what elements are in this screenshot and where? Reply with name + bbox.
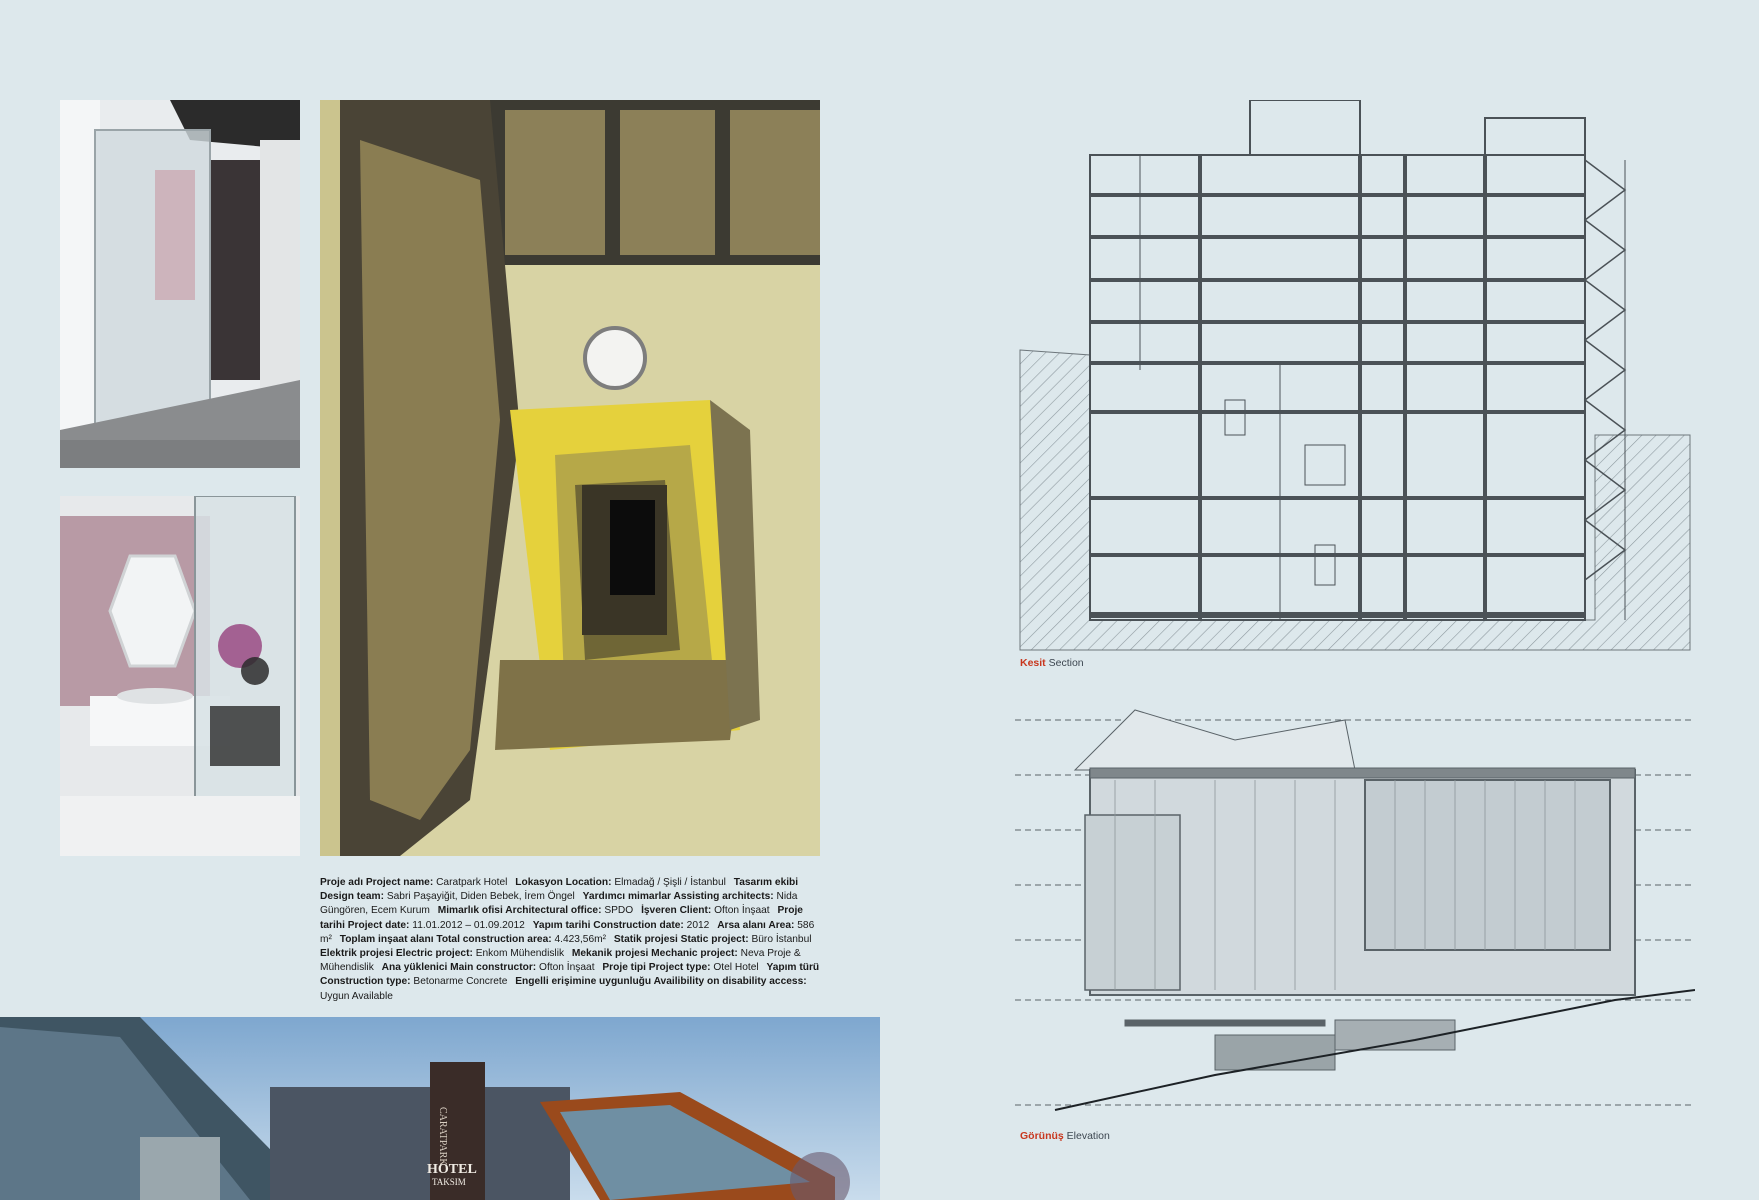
- credit-key: Tasarım ekibi Design team:: [320, 877, 799, 903]
- credit-entry: [340, 934, 606, 945]
- credit-value: 4.423,56m²: [554, 933, 607, 945]
- section-drawing: [1015, 100, 1695, 660]
- credit-key: Proje tipi Project type:: [602, 962, 711, 974]
- credit-key: Arsa alanı Area:: [717, 919, 795, 931]
- credit-value: Caratpark Hotel: [436, 877, 508, 888]
- facade-sign-hotel: HOTEL: [427, 1162, 477, 1177]
- credit-value: Ofton İnşaat: [539, 962, 595, 974]
- photo-bathroom-shower: [60, 100, 300, 468]
- credit-value: 11.01.2012 – 01.09.2012: [412, 919, 525, 931]
- credit-entry: [614, 934, 812, 945]
- photo-staircase: [320, 100, 820, 856]
- credit-entry: [515, 877, 726, 888]
- credit-value: Betonarme Concrete: [413, 976, 508, 988]
- credit-entry: [382, 962, 595, 973]
- credit-key: Mekanik projesi Mechanic project:: [571, 948, 738, 960]
- credit-key: Proje tarihi Project date:: [320, 905, 803, 931]
- credit-entry: [320, 948, 564, 959]
- facade-sign-district: TAKSIM: [432, 1177, 466, 1187]
- elevation-caption-bold: Görünüş: [1020, 1130, 1064, 1142]
- credit-entry: [602, 962, 758, 973]
- photo-hotel-facade: [0, 1017, 880, 1200]
- credit-key: Proje adı Project name:: [320, 877, 434, 888]
- elevation-drawing: [1015, 700, 1695, 1120]
- credit-entry: [641, 905, 770, 916]
- section-caption-bold: Kesit: [1020, 657, 1046, 669]
- credit-key: Mimarlık ofisi Architectural office:: [437, 905, 602, 917]
- photo-bathroom-vanity: [60, 496, 300, 856]
- credit-value: Ofton İnşaat: [714, 905, 770, 917]
- credit-entry: [320, 877, 507, 888]
- credit-value: 2012: [686, 919, 710, 931]
- credit-key: Statik projesi Static project:: [613, 933, 749, 945]
- credit-key: Toplam inşaat alanı Total construction area:: [339, 933, 552, 945]
- credit-value: Elmadağ / Şişli / İstanbul: [614, 877, 726, 888]
- credit-key: İşveren Client:: [641, 905, 712, 917]
- credit-value: Sabri Paşayiğit, Diden Bebek, İrem Öngel: [386, 891, 575, 903]
- credit-value: Nida Güngören, Ecem Kurum: [320, 891, 798, 917]
- credit-key: Lokasyon Location:: [515, 877, 612, 888]
- credit-value: SPDO: [604, 905, 634, 917]
- credit-value: Büro İstanbul: [751, 933, 812, 945]
- credit-entry: [533, 920, 710, 931]
- credit-value: Enkom Mühendislik: [475, 948, 565, 960]
- section-caption-rest: Section: [1045, 657, 1084, 669]
- credit-key: Ana yüklenici Main constructor:: [381, 962, 537, 974]
- credit-value: Uygun Available: [320, 990, 393, 1002]
- credit-key: Yardımcı mimarlar Assisting architects:: [582, 891, 774, 903]
- credit-key: Elektrik projesi Electric project:: [320, 948, 473, 960]
- credit-value: Neva Proje & Mühendislik: [320, 948, 801, 974]
- facade-sign-top: CARATPARK: [437, 1107, 448, 1166]
- credit-entry: [438, 905, 634, 916]
- credit-value: Otel Hotel: [713, 962, 759, 974]
- credit-value: 586 m²: [320, 919, 815, 945]
- project-credits: [320, 876, 820, 1004]
- credit-key: Engelli erişimine uygunluğu Availibility on disability access:: [515, 976, 807, 988]
- section-caption: [1020, 657, 1084, 669]
- credit-key: Yapım tarihi Construction date:: [532, 919, 684, 931]
- credit-key: Yapım türü Construction type:: [320, 962, 820, 988]
- elevation-caption: [1020, 1130, 1110, 1142]
- elevation-caption-rest: Elevation: [1063, 1130, 1110, 1142]
